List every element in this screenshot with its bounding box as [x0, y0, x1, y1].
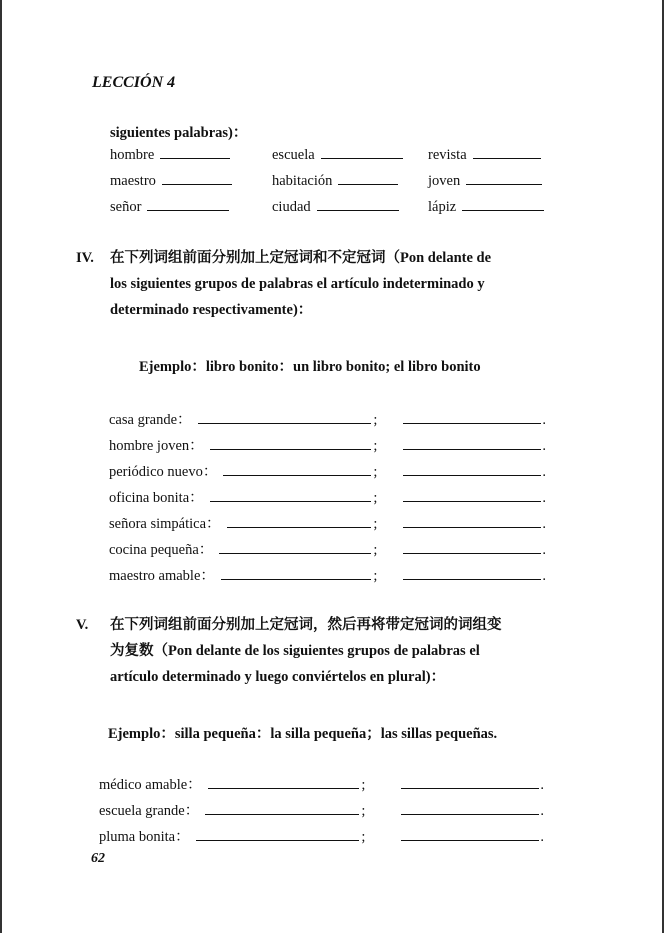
word: ciudad: [272, 199, 311, 215]
instruction-line: artículo determinado y luego conviértelos en plural)：: [110, 669, 446, 685]
word: hombre: [110, 147, 155, 163]
answer-blank-second[interactable]: [403, 411, 541, 424]
instruction-line: 为复数（Pon delante de los siguientes grupos de palabras el: [110, 643, 480, 659]
page-number: 62: [91, 851, 105, 866]
exercise-row: [109, 460, 546, 481]
exercise-row: [109, 512, 546, 533]
word: revista: [428, 147, 467, 163]
answer-blank-second[interactable]: [401, 802, 539, 815]
answer-blank[interactable]: [466, 172, 542, 185]
phrase-label: escuela grande：: [99, 803, 200, 819]
answer-blank-first[interactable]: [196, 828, 360, 841]
answer-blank[interactable]: [162, 172, 232, 185]
exercise-row: [109, 408, 546, 429]
answer-blank-first[interactable]: [208, 776, 360, 789]
continuation-text: siguientes palabras)：: [110, 125, 248, 141]
word: lápiz: [428, 199, 457, 215]
answer-blank-second[interactable]: [403, 567, 541, 580]
lesson-header: LECCIÓN 4: [92, 74, 176, 91]
period: .: [542, 568, 546, 584]
phrase-label: médico amable：: [99, 777, 202, 793]
exercise-row: [109, 486, 546, 507]
exercise-row: [99, 799, 544, 820]
answer-blank[interactable]: [147, 198, 229, 211]
exercise-row: [109, 564, 546, 585]
instruction-line: 在下列词组前面分别加上定冠词和不定冠词（Pon delante de: [110, 250, 492, 266]
answer-blank-first[interactable]: [221, 567, 371, 580]
answer-blank-first[interactable]: [223, 463, 371, 476]
semicolon: ;: [373, 412, 378, 428]
answer-blank-first[interactable]: [227, 515, 372, 528]
semicolon: ;: [373, 516, 378, 532]
exercise-row: [99, 773, 544, 794]
page-border-left: [0, 0, 2, 933]
semicolon: ;: [373, 568, 378, 584]
answer-blank-first[interactable]: [219, 541, 371, 554]
phrase-label: periódico nuevo：: [109, 464, 218, 480]
phrase-label: cocina pequeña：: [109, 542, 214, 558]
answer-blank-first[interactable]: [198, 411, 372, 424]
exercise-row: [109, 538, 546, 559]
answer-blank-first[interactable]: [210, 437, 372, 450]
section-iv-example: Ejemplo：libro bonito：un libro bonito; el libro bonito: [139, 359, 481, 375]
word: habitación: [272, 173, 333, 189]
period: .: [540, 803, 544, 819]
instruction-line: determinado respectivamente)：: [110, 302, 313, 318]
answer-blank[interactable]: [338, 172, 398, 185]
phrase-label: oficina bonita：: [109, 490, 204, 506]
period: .: [542, 464, 546, 480]
period: .: [542, 412, 546, 428]
semicolon: ;: [361, 777, 366, 793]
semicolon: ;: [373, 464, 378, 480]
section-iv-instructions: [76, 245, 491, 323]
word: señor: [110, 199, 142, 215]
period: .: [540, 777, 544, 793]
answer-blank-second[interactable]: [403, 463, 541, 476]
semicolon: ;: [373, 438, 378, 454]
answer-blank[interactable]: [462, 198, 544, 211]
period: .: [542, 542, 546, 558]
phrase-label: hombre joven：: [109, 438, 204, 454]
semicolon: ;: [361, 803, 366, 819]
answer-blank-first[interactable]: [210, 489, 372, 502]
section-number: V.: [76, 617, 89, 633]
answer-blank-second[interactable]: [401, 828, 539, 841]
answer-blank-second[interactable]: [401, 776, 539, 789]
semicolon: ;: [373, 490, 378, 506]
instruction-line: los siguientes grupos de palabras el artículo indeterminado y: [110, 276, 485, 292]
exercise-row: [109, 434, 546, 455]
word: joven: [428, 173, 461, 189]
answer-blank-second[interactable]: [403, 515, 541, 528]
answer-blank-second[interactable]: [403, 437, 541, 450]
period: .: [542, 516, 546, 532]
word: escuela: [272, 147, 315, 163]
answer-blank[interactable]: [321, 146, 403, 159]
period: .: [542, 490, 546, 506]
semicolon: ;: [373, 542, 378, 558]
phrase-label: casa grande：: [109, 412, 192, 428]
section-v-example: Ejemplo：silla pequeña：la silla pequeña；las sillas pequeñas.: [108, 726, 498, 742]
phrase-label: maestro amable：: [109, 568, 215, 584]
answer-blank-second[interactable]: [403, 541, 541, 554]
section-number: IV.: [76, 250, 94, 266]
instruction-line: 在下列词组前面分别加上定冠词，然后再将带定冠词的词组变: [110, 617, 502, 633]
answer-blank-first[interactable]: [205, 802, 359, 815]
exercise-row: [99, 825, 544, 846]
period: .: [540, 829, 544, 845]
period: .: [542, 438, 546, 454]
word: maestro: [110, 173, 156, 189]
phrase-label: pluma bonita：: [99, 829, 190, 845]
section-v-instructions: [76, 612, 502, 690]
answer-blank-second[interactable]: [403, 489, 541, 502]
answer-blank[interactable]: [473, 146, 541, 159]
semicolon: ;: [361, 829, 366, 845]
answer-blank[interactable]: [160, 146, 230, 159]
phrase-label: señora simpática：: [109, 516, 221, 532]
answer-blank[interactable]: [317, 198, 399, 211]
